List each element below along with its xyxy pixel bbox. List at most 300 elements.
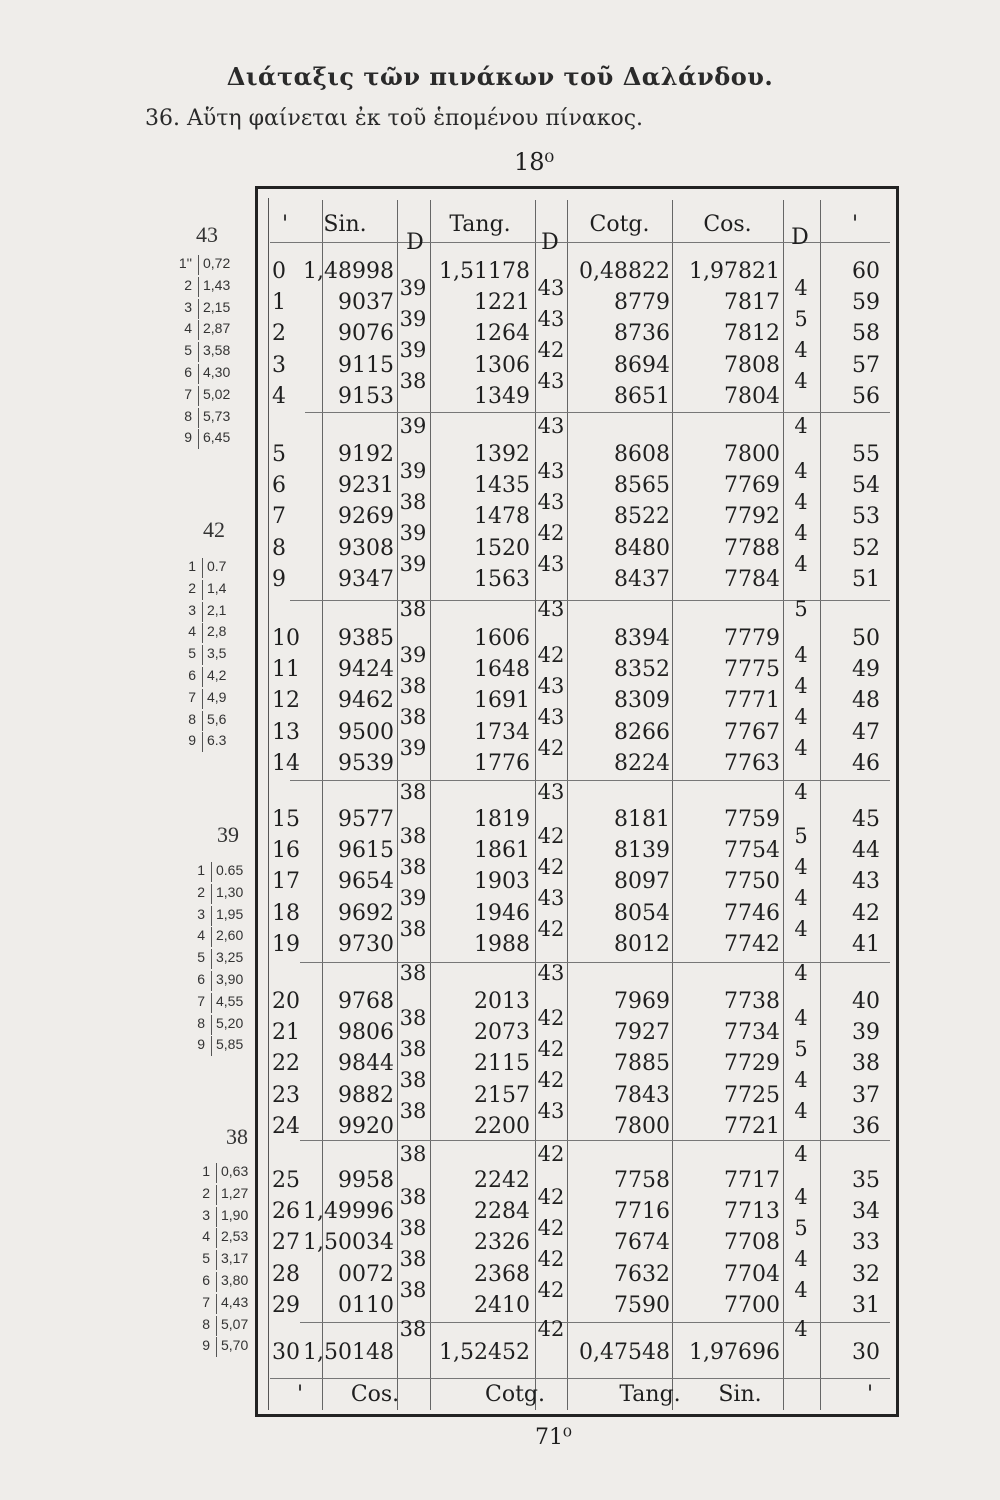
cell-minutes: 4 [272,383,286,409]
cell-minutes-right: 45 [852,807,880,832]
cell-tang: 2284 [474,1199,530,1225]
cell-cotg: 8352 [614,657,670,683]
cell-sin: 9730 [338,931,394,957]
cell-minutes-right: 47 [852,719,880,745]
cell-minutes: 19 [272,931,300,957]
cell-minutes: 16 [272,838,300,864]
diff-tang: 42 [537,854,565,879]
cell-cotg: 8779 [614,290,670,316]
pp-row [185,993,265,1013]
cell-sin: 9269 [338,504,394,530]
cell-cotg: 8224 [614,750,670,776]
pp-row-value: 0.65 [211,862,243,882]
cell-cos: 7759 [724,807,780,832]
footer-cos: Cos. [350,1382,400,1407]
row-divider [270,1378,890,1379]
cell-cos: 7788 [724,535,780,561]
diff-cos: 4 [794,1141,808,1166]
cell-cotg: 8522 [614,504,670,530]
pp-row-number: 3 [188,601,196,618]
pp-row [185,971,265,991]
pp-row-value: 5,20 [211,1015,243,1035]
pp-row [176,602,256,622]
cell-minutes: 7 [272,504,286,530]
diff-cos: 4 [794,886,808,910]
pp-row [185,1036,265,1056]
diff-cos: 4 [794,736,808,761]
cell-cos: 7769 [724,473,780,499]
cell-minutes: 21 [272,1020,300,1046]
cell-cotg: 7843 [614,1082,670,1108]
diff-sin: 38 [399,1247,427,1271]
diff-cos: 4 [794,673,808,698]
diff-sin: 38 [399,823,427,848]
diff-sin: 38 [399,1278,427,1303]
cell-minutes-right: 60 [852,259,880,284]
diff-sin: 38 [399,854,427,879]
cell-minutes: 18 [272,900,300,926]
pp-row-value: 1,4 [202,580,226,600]
pp-row-value: 4,9 [202,689,226,709]
pp-row [185,1015,265,1035]
diff-cos: 4 [794,458,808,483]
cell-tang: 1861 [474,838,530,864]
cell-cotg: 8394 [614,626,670,651]
cell-minutes: 2 [272,321,286,347]
diff-tang: 43 [537,552,565,577]
cell-cotg: 7800 [614,1113,670,1139]
cell-cos: 7729 [724,1051,780,1077]
cell-cos: 7746 [724,900,780,926]
pp-head-difference: 42 [203,517,225,542]
cell-minutes-right: 48 [852,688,880,714]
pp-row [172,386,252,406]
cell-tang: 1306 [474,352,530,378]
diff-cos: 4 [794,917,808,942]
pp-row-value: 1,27 [216,1185,248,1205]
pp-row-number: 3 [184,298,192,315]
pp-row-value: 2,60 [211,927,243,947]
cell-tang: 1392 [474,442,530,467]
cell-tang: 1221 [474,290,530,316]
cell-minutes-right: 35 [852,1168,880,1193]
cell-minutes: 1 [272,290,286,316]
pp-row [172,320,252,340]
cell-tang: 1520 [474,535,530,561]
pp-row-number: 8 [202,1315,210,1332]
cell-cotg: 7632 [614,1261,670,1287]
pp-row-number: 5 [197,949,205,966]
cell-minutes: 24 [272,1113,300,1139]
cell-cos: 7742 [724,931,780,957]
diff-cos: 4 [794,1247,808,1271]
diff-tang: 42 [537,736,565,761]
cell-cos: 1,97821 [689,259,780,284]
pp-row [172,255,252,275]
pp-head-difference: 39 [217,822,239,847]
pp-row-number: 7 [188,688,196,705]
pp-row-value: 0.7 [202,558,226,578]
pp-row-value: 4,2 [202,667,226,687]
pp-row [172,429,252,449]
pp-row [176,689,256,709]
cell-minutes: 30 [272,1340,300,1365]
cell-minutes-right: 40 [852,989,880,1014]
cell-cotg: 0,48822 [579,259,670,284]
cell-tang: 1349 [474,383,530,409]
cell-sin: 9500 [338,719,394,745]
cell-cotg: 8266 [614,719,670,745]
pp-row-value: 5,70 [216,1337,248,1357]
diff-cos: 4 [794,275,808,300]
diff-sin: 38 [399,1317,427,1342]
pp-row-number: 9 [202,1337,210,1354]
diff-cos: 4 [794,642,808,667]
cell-cotg: 8694 [614,352,670,378]
cell-cos: 7725 [724,1082,780,1108]
cell-tang: 1435 [474,473,530,499]
cell-cos: 7775 [724,657,780,683]
pp-row-value: 3,80 [216,1272,248,1292]
cell-tang: 1946 [474,900,530,926]
cell-cotg: 8651 [614,383,670,409]
cell-tang: 2200 [474,1113,530,1139]
pp-row-number: 1 [202,1163,210,1179]
pp-row-number: 5 [202,1250,210,1267]
pp-row-value: 1,43 [198,277,230,297]
pp-row-number: 1 [197,862,205,878]
pp-row-value: 3,5 [202,645,226,665]
pp-row-number: 4 [197,927,205,944]
diff-sin: 38 [399,1036,427,1061]
diff-sin: 38 [399,1068,427,1092]
diff-tang: 43 [537,779,565,804]
header-cos: Cos. [703,212,752,237]
cell-cotg: 7590 [614,1292,670,1318]
cell-minutes-right: 31 [852,1292,880,1318]
pp-row-number: 8 [188,710,196,727]
pp-row [185,906,265,926]
cell-sin: 1,48998 [303,259,394,284]
diff-cos: 4 [794,1005,808,1030]
cell-tang: 1,52452 [439,1340,530,1365]
cell-tang: 2013 [474,989,530,1014]
cell-sin: 9076 [338,321,394,347]
cell-sin: 1,49996 [303,1199,394,1225]
cell-sin: 9347 [338,566,394,592]
footer-minutes: ' [296,1382,304,1407]
pp-row-value: 2,53 [216,1228,248,1248]
pp-row-number: 1'' [178,255,192,271]
header-d-tang: D [541,230,559,255]
cell-minutes-right: 57 [852,352,880,378]
cell-sin: 9385 [338,626,394,651]
cell-cotg: 8012 [614,931,670,957]
cell-cotg: 0,47548 [579,1340,670,1365]
diff-tang: 42 [537,642,565,667]
diff-tang: 42 [537,1141,565,1166]
cell-cos: 7717 [724,1168,780,1193]
diff-tang: 42 [537,1068,565,1092]
cell-sin: 9037 [338,290,394,316]
cell-cos: 1,97696 [689,1340,780,1365]
cell-tang: 2368 [474,1261,530,1287]
pp-row-number: 5 [184,342,192,359]
cell-minutes: 22 [272,1051,300,1077]
cell-cos: 7763 [724,750,780,776]
cell-sin: 9115 [338,352,394,378]
pp-row-number: 2 [188,579,196,596]
diff-tang: 43 [537,413,565,438]
diff-sin: 38 [399,369,427,394]
diff-tang: 42 [537,917,565,942]
pp-row-value: 5,6 [202,711,226,731]
pp-row-number: 6 [202,1272,210,1288]
cell-cotg: 8139 [614,838,670,864]
diff-sin: 38 [399,597,427,622]
pp-row-value: 3,17 [216,1250,248,1270]
cell-cos: 7792 [724,504,780,530]
cell-cotg: 7969 [614,989,670,1014]
cell-sin: 9577 [338,807,394,832]
cell-sin: 9153 [338,383,394,409]
diff-sin: 39 [399,886,427,910]
cell-sin: 9768 [338,989,394,1014]
header-cotg: Cotg. [589,212,650,237]
diff-sin: 39 [399,736,427,761]
footer-sin: Sin. [718,1382,762,1407]
diff-sin: 38 [399,779,427,804]
pp-row-value: 2,1 [202,602,226,622]
cell-tang: 1264 [474,321,530,347]
pp-row-number: 9 [188,732,196,749]
diff-tang: 42 [537,1036,565,1061]
cell-cos: 7817 [724,290,780,316]
cell-tang: 2326 [474,1230,530,1256]
cell-minutes-right: 37 [852,1082,880,1108]
diff-cos: 4 [794,1317,808,1342]
pp-row [176,580,256,600]
pp-head-difference: 38 [226,1124,248,1149]
cell-sin: 9308 [338,535,394,561]
pp-row-value: 3,58 [198,342,230,362]
cell-tang: 2242 [474,1168,530,1193]
diff-sin: 38 [399,1005,427,1030]
cell-minutes-right: 51 [852,566,880,592]
pp-row [172,408,252,428]
diff-sin: 38 [399,673,427,698]
pp-row-value: 0,72 [198,255,230,275]
header-d-sin: D [406,230,424,255]
footer-cotg: Cotg. [485,1382,545,1407]
diff-tang: 43 [537,705,565,729]
pp-row-value: 2,87 [198,320,230,340]
cell-tang: 2115 [474,1051,530,1077]
diff-sin: 38 [399,1215,427,1240]
cell-minutes-right: 44 [852,838,880,864]
cell-sin: 0072 [338,1261,394,1287]
cell-sin: 9692 [338,900,394,926]
cell-tang: 1819 [474,807,530,832]
cell-sin: 9844 [338,1051,394,1077]
cell-sin: 9920 [338,1113,394,1139]
cell-sin: 9882 [338,1082,394,1108]
pp-row-number: 2 [202,1184,210,1201]
cell-minutes: 6 [272,473,286,499]
cell-minutes: 8 [272,535,286,561]
pp-row [172,277,252,297]
pp-row-value: 6.3 [202,732,226,752]
diff-tang: 43 [537,458,565,483]
header-tang: Tang. [449,212,511,237]
cell-sin: 9654 [338,869,394,895]
cell-minutes: 28 [272,1261,300,1287]
pp-row-value: 5,07 [216,1316,248,1336]
cell-minutes: 12 [272,688,300,714]
diff-cos: 4 [794,705,808,729]
diff-cos: 5 [794,597,808,622]
diff-cos: 4 [794,854,808,879]
cell-tang: 2073 [474,1020,530,1046]
cell-minutes: 23 [272,1082,300,1108]
pp-row [176,558,256,578]
diff-cos: 4 [794,521,808,545]
pp-row-value: 1,30 [211,884,243,904]
header-minutes-right: ' [851,212,859,237]
cell-sin: 9958 [338,1168,394,1193]
cell-minutes-right: 53 [852,504,880,530]
diff-tang: 42 [537,823,565,848]
cell-minutes-right: 59 [852,290,880,316]
cell-minutes-right: 34 [852,1199,880,1225]
cell-sin: 9806 [338,1020,394,1046]
cell-minutes-right: 43 [852,869,880,895]
cell-cos: 7771 [724,688,780,714]
pp-row-number: 6 [197,971,205,987]
diff-sin: 39 [399,552,427,577]
pp-row [176,711,256,731]
diff-tang: 42 [537,1215,565,1240]
cell-cotg: 8181 [614,807,670,832]
header-sin: Sin. [323,212,367,237]
cell-minutes: 25 [272,1168,300,1193]
cell-minutes: 3 [272,352,286,378]
cell-cos: 7708 [724,1230,780,1256]
pp-row-number: 4 [184,320,192,337]
cell-minutes-right: 30 [852,1340,880,1365]
cell-cotg: 8565 [614,473,670,499]
pp-row [172,299,252,319]
cell-cotg: 8309 [614,688,670,714]
diff-cos: 5 [794,1215,808,1240]
diff-sin: 39 [399,458,427,483]
cell-minutes-right: 46 [852,750,880,776]
cell-sin: 1,50148 [303,1340,394,1365]
cell-tang: 2410 [474,1292,530,1318]
cell-cotg: 7716 [614,1199,670,1225]
page-title: Διάταξις τῶν πινάκων τοῦ Δαλάνδου. [226,62,774,91]
pp-row-number: 2 [184,276,192,293]
cell-tang: 2157 [474,1082,530,1108]
cell-minutes: 26 [272,1199,300,1225]
diff-tang: 43 [537,275,565,300]
cell-cotg: 8480 [614,535,670,561]
cell-minutes-right: 50 [852,626,880,651]
cell-cos: 7734 [724,1020,780,1046]
cell-tang: 1563 [474,566,530,592]
pp-row [172,342,252,362]
diff-tang: 43 [537,886,565,910]
pp-row-number: 7 [184,385,192,402]
column-divider [820,200,821,1410]
cell-cos: 7804 [724,383,780,409]
diff-cos: 4 [794,338,808,362]
pp-row-number: 5 [188,645,196,662]
diff-cos: 5 [794,306,808,331]
pp-row [172,364,252,384]
diff-sin: 38 [399,705,427,729]
cell-sin: 9192 [338,442,394,467]
pp-row-value: 4,55 [211,993,243,1013]
cell-sin: 9539 [338,750,394,776]
diff-sin: 39 [399,275,427,300]
header-d-cos: D [791,225,809,250]
cell-tang: 1478 [474,504,530,530]
diff-sin: 38 [399,1141,427,1166]
cell-cotg: 8608 [614,442,670,467]
pp-row [176,732,256,752]
pp-row-number: 3 [197,905,205,922]
cell-minutes-right: 49 [852,657,880,683]
cell-minutes-right: 33 [852,1230,880,1256]
cell-cos: 7808 [724,352,780,378]
cell-minutes: 20 [272,989,300,1014]
cell-cos: 7800 [724,442,780,467]
pp-row-value: 6,45 [198,429,230,449]
pp-row-value: 2,15 [198,299,230,319]
diff-cos: 4 [794,369,808,394]
cell-minutes: 11 [272,657,300,683]
cell-sin: 0110 [338,1292,394,1318]
cell-cos: 7812 [724,321,780,347]
pp-row-number: 1 [188,558,196,574]
pp-row-value: 5,02 [198,386,230,406]
cell-tang: 1988 [474,931,530,957]
pp-row-value: 3,25 [211,949,243,969]
cell-cos: 7713 [724,1199,780,1225]
pp-row-value: 2,8 [202,623,226,643]
cell-minutes: 15 [272,807,300,832]
cell-sin: 9615 [338,838,394,864]
pp-row [176,623,256,643]
cell-minutes-right: 56 [852,383,880,409]
diff-tang: 43 [537,597,565,622]
diff-tang: 43 [537,1099,565,1124]
pp-head-difference: 43 [196,222,218,247]
diff-tang: 42 [537,338,565,362]
cell-tang: 1648 [474,657,530,683]
diff-tang: 43 [537,306,565,331]
section-intro: 36. Αὕτη φαίνεται ἐκ τοῦ ἑπομένου πίνακος. [145,106,644,131]
diff-tang: 42 [537,521,565,545]
diff-tang: 43 [537,673,565,698]
pp-row-number: 4 [188,623,196,640]
cell-cotg: 7758 [614,1168,670,1193]
diff-cos: 4 [794,779,808,804]
pp-row-number: 8 [184,407,192,424]
cell-minutes: 27 [272,1230,300,1256]
cell-cotg: 8097 [614,869,670,895]
